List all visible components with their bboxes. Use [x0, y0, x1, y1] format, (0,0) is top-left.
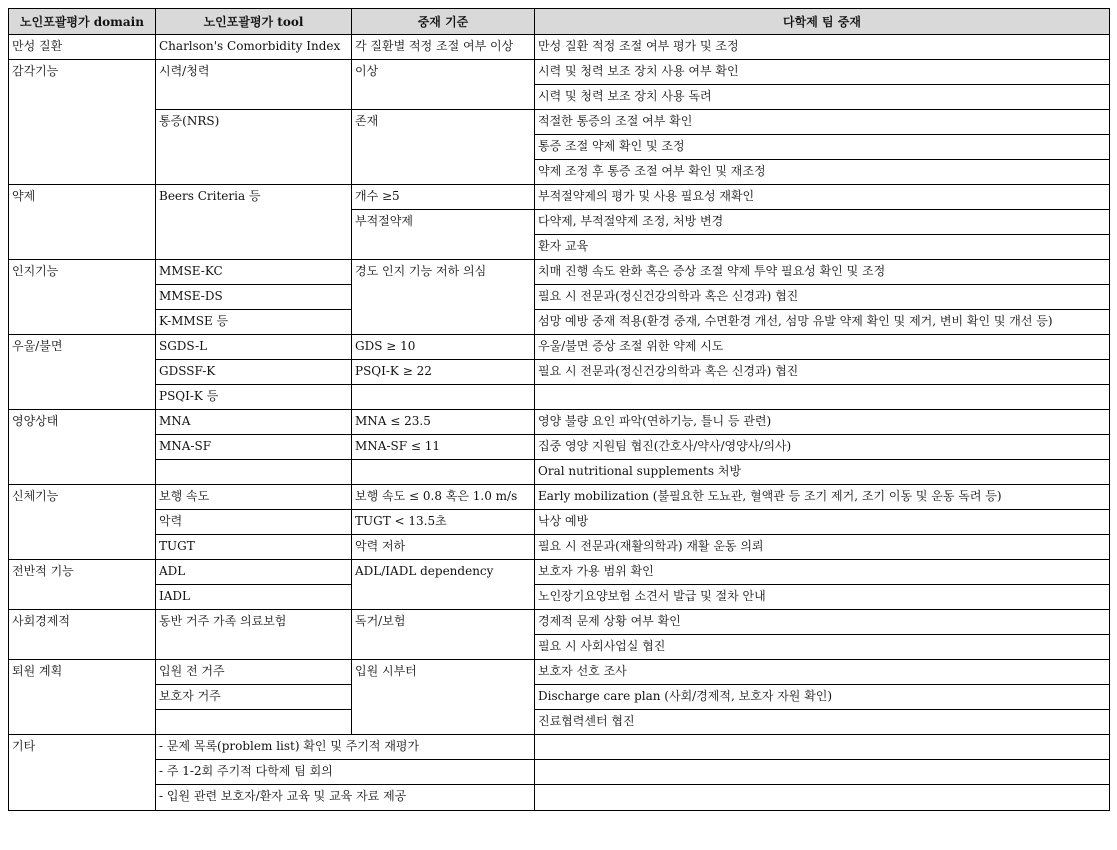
header-tool: 노인포괄평가 tool	[156, 9, 352, 35]
criteria-cell: 존재	[352, 110, 535, 185]
table-row	[9, 785, 1110, 811]
table-row	[9, 735, 1110, 760]
domain-cell: 감각기능	[9, 60, 156, 185]
intervention-cell: 보호자 선호 조사	[535, 660, 1110, 685]
intervention-cell: 필요 시 사회사업실 협진	[535, 635, 1110, 660]
criteria-cell: GDS ≥ 10	[352, 335, 535, 360]
intervention-cell: 진료협력센터 협진	[535, 710, 1110, 735]
table-row	[9, 310, 1110, 335]
criteria-cell: MNA-SF ≤ 11	[352, 435, 535, 460]
criteria-cell: 독거/보험	[352, 610, 535, 660]
tool-cell: ADL	[156, 560, 352, 585]
table-row	[9, 60, 1110, 85]
tool-cell	[156, 710, 352, 735]
criteria-cell: PSQI-K ≥ 22	[352, 360, 535, 385]
table-row	[9, 185, 1110, 210]
cga-table	[8, 8, 1110, 811]
intervention-cell: 약제 조정 후 통증 조절 여부 확인 및 재조정	[535, 160, 1110, 185]
tool-cell: PSQI-K 등	[156, 385, 352, 410]
intervention-cell: 집중 영양 지원팀 협진(간호사/약사/영양사/의사)	[535, 435, 1110, 460]
intervention-cell: 낙상 예방	[535, 510, 1110, 535]
intervention-cell: 부적절약제의 평가 및 사용 필요성 재확인	[535, 185, 1110, 210]
intervention-cell: 다약제, 부적절약제 조정, 처방 변경	[535, 210, 1110, 235]
intervention-cell: 우울/불면 증상 조절 위한 약제 시도	[535, 335, 1110, 360]
table-row	[9, 385, 1110, 410]
table-row	[9, 710, 1110, 735]
table-row	[9, 560, 1110, 585]
tool-cell: GDSSF-K	[156, 360, 352, 385]
intervention-cell: 시력 및 청력 보조 장치 사용 독려	[535, 85, 1110, 110]
criteria-cell: 각 질환별 적정 조절 여부 이상	[352, 35, 535, 60]
table-row	[9, 460, 1110, 485]
other-item-cell: - 주 1-2회 주기적 다학제 팀 회의	[156, 760, 535, 785]
intervention-cell: 필요 시 전문과(정신건강의학과 혹은 신경과) 협진	[535, 360, 1110, 385]
intervention-cell: 보호자 가용 범위 확인	[535, 560, 1110, 585]
table-row	[9, 360, 1110, 385]
criteria-cell: TUGT < 13.5초	[352, 510, 535, 535]
tool-cell: MNA-SF	[156, 435, 352, 460]
domain-cell: 퇴원 계획	[9, 660, 156, 735]
intervention-cell: 치매 진행 속도 완화 혹은 증상 조절 약제 투약 필요성 확인 및 조정	[535, 260, 1110, 285]
tool-cell: MMSE-DS	[156, 285, 352, 310]
intervention-cell: 적절한 통증의 조절 여부 확인	[535, 110, 1110, 135]
criteria-cell: 부적절약제	[352, 210, 535, 260]
intervention-cell: 환자 교육	[535, 235, 1110, 260]
intervention-cell: 영양 불량 요인 파악(연하기능, 틀니 등 관련)	[535, 410, 1110, 435]
tool-cell: 동반 거주 가족 의료보험	[156, 610, 352, 660]
table-row	[9, 435, 1110, 460]
table-row	[9, 35, 1110, 60]
criteria-cell: 이상	[352, 60, 535, 110]
domain-cell: 약제	[9, 185, 156, 260]
header-criteria: 중재 기준	[352, 9, 535, 35]
tool-cell: TUGT	[156, 535, 352, 560]
table-row	[9, 285, 1110, 310]
tool-cell: 악력	[156, 510, 352, 535]
intervention-cell	[535, 735, 1110, 760]
criteria-cell	[352, 460, 535, 485]
table-row	[9, 335, 1110, 360]
criteria-cell: MNA ≤ 23.5	[352, 410, 535, 435]
intervention-cell	[535, 760, 1110, 785]
header-intervention: 다학제 팀 중재	[535, 9, 1110, 35]
tool-cell: Charlson's Comorbidity Index	[156, 35, 352, 60]
intervention-cell: Early mobilization (불필요한 도뇨관, 혈액관 등 조기 제거, 조기 이동 및 운동 독려 등)	[535, 485, 1110, 510]
domain-cell: 우울/불면	[9, 335, 156, 410]
table-row	[9, 535, 1110, 560]
header-domain: 노인포괄평가 domain	[9, 9, 156, 35]
criteria-cell: 입원 시부터	[352, 660, 535, 735]
table-row	[9, 260, 1110, 285]
domain-cell: 사회경제적	[9, 610, 156, 660]
intervention-cell: 만성 질환 적정 조절 여부 평가 및 조정	[535, 35, 1110, 60]
tool-cell: 보행 속도	[156, 485, 352, 510]
criteria-cell: 악력 저하	[352, 535, 535, 560]
criteria-cell: 보행 속도 ≤ 0.8 혹은 1.0 m/s	[352, 485, 535, 510]
intervention-cell: 통증 조절 약제 확인 및 조정	[535, 135, 1110, 160]
domain-cell: 인지기능	[9, 260, 156, 335]
tool-cell	[156, 460, 352, 485]
table-row	[9, 510, 1110, 535]
table-row	[9, 585, 1110, 610]
table-row	[9, 410, 1110, 435]
criteria-cell: 개수 ≥5	[352, 185, 535, 210]
criteria-cell	[352, 385, 535, 410]
intervention-cell: Oral nutritional supplements 처방	[535, 460, 1110, 485]
intervention-cell: 섬망 예방 중재 적용(환경 중재, 수면환경 개선, 섬망 유발 약제 확인 및 제거, 변비 확인 및 개선 등)	[535, 310, 1110, 335]
tool-cell: SGDS-L	[156, 335, 352, 360]
intervention-cell	[535, 385, 1110, 410]
intervention-cell: 노인장기요양보험 소견서 발급 및 절차 안내	[535, 585, 1110, 610]
criteria-cell: ADL/IADL dependency	[352, 560, 535, 610]
table-row	[9, 485, 1110, 510]
tool-cell: 통증(NRS)	[156, 110, 352, 185]
other-item-cell: - 문제 목록(problem list) 확인 및 주기적 재평가	[156, 735, 535, 760]
intervention-cell: 경제적 문제 상황 여부 확인	[535, 610, 1110, 635]
table-row	[9, 110, 1110, 135]
tool-cell: 보호자 거주	[156, 685, 352, 710]
domain-cell: 만성 질환	[9, 35, 156, 60]
table-row	[9, 685, 1110, 710]
domain-cell: 영양상태	[9, 410, 156, 485]
tool-cell: 시력/청력	[156, 60, 352, 110]
intervention-cell: Discharge care plan (사회/경제적, 보호자 자원 확인)	[535, 685, 1110, 710]
tool-cell: 입원 전 거주	[156, 660, 352, 685]
header-row	[9, 9, 1110, 35]
tool-cell: MMSE-KC	[156, 260, 352, 285]
intervention-cell: 필요 시 전문과(재활의학과) 재활 운동 의뢰	[535, 535, 1110, 560]
domain-cell: 전반적 기능	[9, 560, 156, 610]
table-row	[9, 610, 1110, 635]
intervention-cell: 시력 및 청력 보조 장치 사용 여부 확인	[535, 60, 1110, 85]
table-row	[9, 760, 1110, 785]
tool-cell: IADL	[156, 585, 352, 610]
intervention-cell	[535, 785, 1110, 811]
other-item-cell: - 입원 관련 보호자/환자 교육 및 교육 자료 제공	[156, 785, 535, 811]
tool-cell: K-MMSE 등	[156, 310, 352, 335]
intervention-cell: 필요 시 전문과(정신건강의학과 혹은 신경과) 협진	[535, 285, 1110, 310]
tool-cell: Beers Criteria 등	[156, 185, 352, 260]
domain-cell: 기타	[9, 735, 156, 811]
table-row	[9, 660, 1110, 685]
tool-cell: MNA	[156, 410, 352, 435]
criteria-cell: 경도 인지 기능 저하 의심	[352, 260, 535, 335]
domain-cell: 신체기능	[9, 485, 156, 560]
